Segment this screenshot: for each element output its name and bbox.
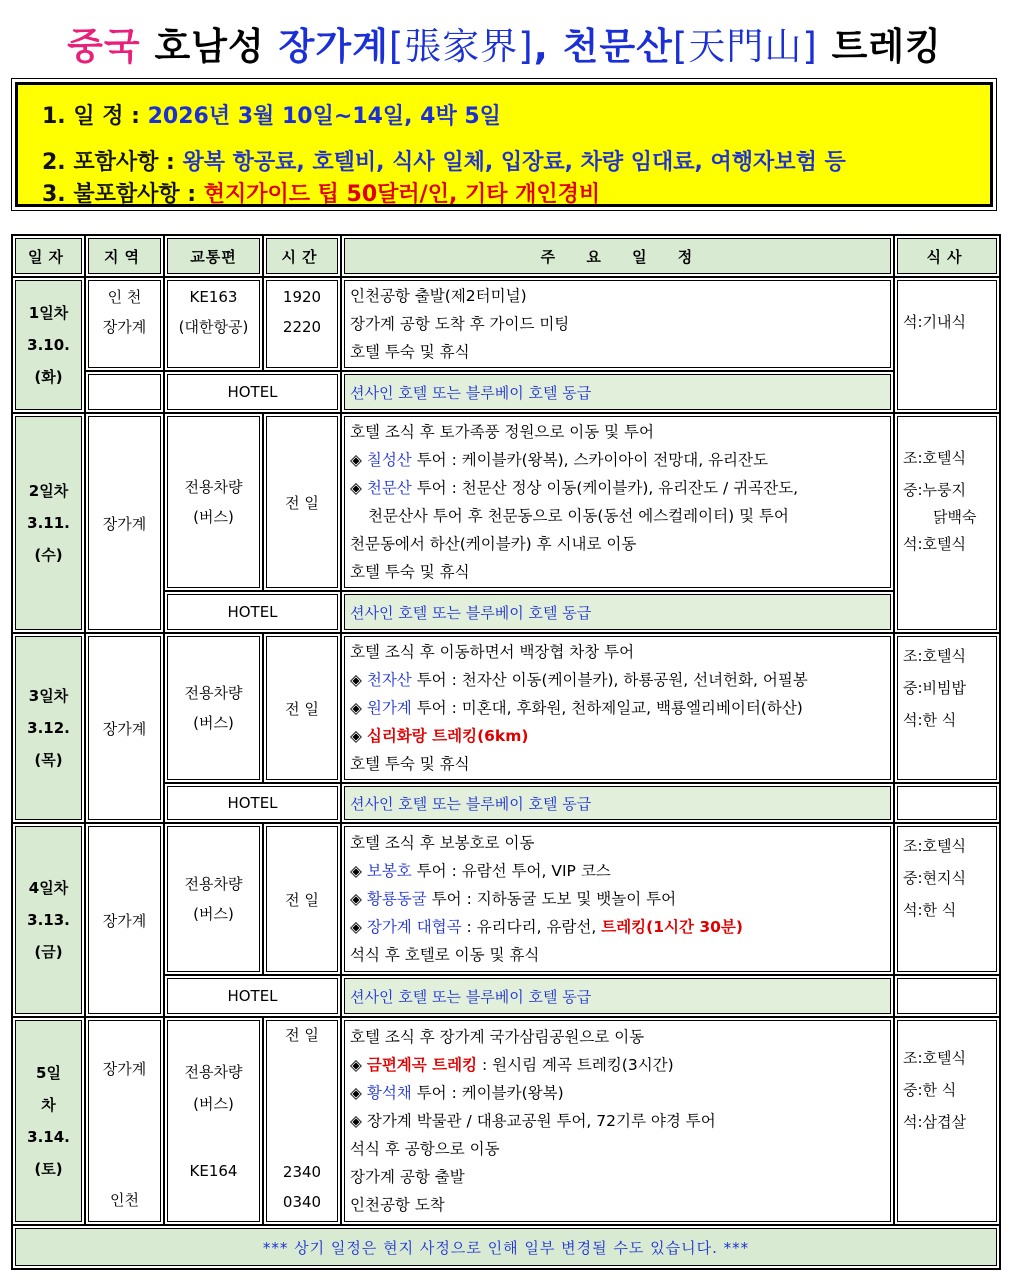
- day5-sched-6: 장가계 공항 출발: [350, 1168, 465, 1186]
- day4-sched-1: 호텔 조식 후 보봉호로 이동: [350, 834, 535, 852]
- day2-sched-2-highlight: 칠성산: [366, 451, 412, 469]
- footer-row: [12, 1225, 1000, 1269]
- day4-meal-blank: [894, 975, 1000, 1017]
- day4-sched-4: [350, 913, 885, 941]
- day1-row: [12, 277, 1000, 371]
- day2-sched-3-text: 투어 : 천문산 정상 이동(케이블카), 유리잔도 / 귀곡잔도,: [411, 479, 799, 497]
- day3-hotel-label: HOTEL: [164, 783, 341, 823]
- day5-sched-1: 호텔 조식 후 장가계 국가삼림공원으로 이동: [350, 1028, 645, 1046]
- day2-sched-2-text: 투어 : 케이블카(왕복), 스카이아이 전망대, 유리잔도: [411, 451, 768, 469]
- day4-region: 장가계: [85, 823, 164, 1017]
- day1-time: [263, 277, 341, 371]
- header-meal: 식사: [894, 235, 1000, 277]
- info-box: [11, 78, 997, 211]
- day3-bus: (버스): [193, 714, 234, 732]
- day5-transport: [164, 1017, 263, 1225]
- day1-region1: 인 천: [107, 288, 142, 306]
- day1-label: 1일차: [28, 304, 69, 322]
- day3-hotel-name: 션사인 호텔 또는 블루베이 호텔 동급: [341, 783, 894, 823]
- day5-sched-3-highlight: 황석채: [366, 1084, 412, 1102]
- day4-sched-3-text: 투어 : 지하동굴 도보 및 뱃놀이 투어: [426, 890, 677, 908]
- day1-sched-1: 인천공항 출발(제2터미널): [350, 287, 527, 305]
- day1-meal: [894, 277, 1000, 413]
- day3-time: 전 일: [263, 633, 341, 783]
- title-place2: 천문산: [562, 25, 673, 68]
- day4-meal: [894, 823, 1000, 975]
- day2-row: [12, 413, 1000, 591]
- bullet-icon: ◈: [350, 918, 367, 936]
- day1-hotel-row: [12, 371, 1000, 413]
- day3-sched-2-highlight: 천자산: [366, 671, 412, 689]
- header-time: 시간: [263, 235, 341, 277]
- day2-sched-5: 천문동에서 하산(케이블카) 후 시내로 이동: [350, 535, 637, 553]
- day4-transport: [164, 823, 263, 975]
- day3-meal: [894, 633, 1000, 783]
- bullet-icon: ◈: [350, 699, 367, 717]
- day3-meal-lunch: 중:비빔밥: [903, 679, 967, 697]
- day5-vehicle: 전용차량: [184, 1063, 243, 1081]
- day2-schedule: [341, 413, 894, 591]
- day4-sched-3-highlight: 황룡동굴: [366, 890, 427, 908]
- title-trekking: 트레킹: [831, 25, 942, 68]
- day1-flight: KE163: [189, 288, 238, 306]
- day3-vehicle: 전용차량: [184, 684, 243, 702]
- title-province: 호남성: [154, 25, 265, 68]
- day5-meal-lunch: 중:한 식: [903, 1081, 957, 1099]
- day4-time: 전 일: [263, 823, 341, 975]
- day1-date: 3.10.: [27, 336, 70, 354]
- header-schedule: 주 요 일 정: [341, 235, 894, 277]
- day1-time2: 2220: [282, 318, 322, 336]
- bullet-icon: ◈: [350, 727, 367, 745]
- day2-sched-1: 호텔 조식 후 토가족풍 정원으로 이동 및 투어: [350, 423, 655, 441]
- bullet-icon: ◈: [350, 671, 367, 689]
- day4-meal-lunch: 중:현지식: [903, 869, 967, 887]
- day2-label: 2일차: [28, 482, 69, 500]
- day1-sched-2: 장가계 공항 도착 후 가이드 미팅: [350, 315, 570, 333]
- day5-sched-3: [350, 1079, 885, 1107]
- day3-row: [12, 633, 1000, 783]
- day2-sched-3: [350, 474, 885, 502]
- day4-meal-breakfast: 조:호텔식: [903, 837, 967, 855]
- day5-time2: 2340: [282, 1163, 322, 1181]
- day3-sched-1: 호텔 조식 후 이동하면서 백장협 차창 투어: [350, 643, 635, 661]
- title-comma: ,: [533, 25, 549, 68]
- day4-sched-5: 석식 후 호텔로 이동 및 휴식: [350, 946, 540, 964]
- day3-sched-3: [350, 694, 885, 722]
- day5-date: 3.14.: [27, 1128, 70, 1146]
- day5-region2: 인천: [110, 1191, 139, 1209]
- day1-hotel-name: 션사인 호텔 또는 블루베이 호텔 동급: [341, 371, 894, 413]
- day3-sched-5: 호텔 투숙 및 휴식: [350, 755, 470, 773]
- day2-meal-lunch-2: 닭백숙: [933, 508, 977, 526]
- day5-label-2: 차: [41, 1096, 56, 1114]
- day5-sched-2: [350, 1051, 885, 1079]
- day4-sched-2-highlight: 보봉호: [366, 862, 412, 880]
- day4-hotel-name: 션사인 호텔 또는 블루베이 호텔 동급: [341, 975, 894, 1017]
- day2-date: 3.11.: [27, 514, 70, 532]
- title-place1: 장가계: [278, 25, 389, 68]
- bullet-icon: ◈: [350, 1056, 367, 1074]
- day2-hotel-label: HOTEL: [164, 591, 341, 633]
- day5-bus: (버스): [193, 1095, 234, 1113]
- day1-region2: 장가계: [102, 318, 147, 336]
- day2-weekday: (수): [34, 546, 63, 564]
- day2-meal-breakfast: 조:호텔식: [903, 449, 967, 467]
- info-excluded: [42, 177, 600, 208]
- day5-cell: [12, 1017, 85, 1225]
- info-excluded-label: 3. 불포함사항 :: [42, 182, 204, 207]
- day2-cell: [12, 413, 85, 633]
- day5-row: [12, 1017, 1000, 1225]
- day3-meal-dinner: 석:한 식: [903, 711, 957, 729]
- footer-notice: *** 상기 일정은 현지 사정으로 인해 일부 변경될 수도 있습니다. ***: [12, 1225, 1000, 1269]
- day2-meal: [894, 413, 1000, 633]
- day1-hotel-blank: [85, 371, 164, 413]
- info-schedule-label: 1. 일 정 :: [42, 104, 148, 129]
- day2-vehicle: 전용차량: [184, 478, 243, 496]
- bullet-icon: ◈: [350, 451, 367, 469]
- day3-sched-2: [350, 666, 885, 694]
- bullet-icon: ◈: [350, 862, 367, 880]
- day1-transport: [164, 277, 263, 371]
- day2-sched-6: 호텔 투숙 및 휴식: [350, 563, 470, 581]
- day2-bus: (버스): [193, 508, 234, 526]
- info-included: [42, 145, 846, 176]
- day2-region: 장가계: [85, 413, 164, 633]
- day2-sched-4: 천문산사 투어 후 천문동으로 이동(동선 에스컬레이터) 및 투어: [368, 507, 789, 525]
- day3-weekday: (목): [34, 751, 63, 769]
- day1-sched-3: 호텔 투숙 및 휴식: [350, 343, 470, 361]
- day3-region: 장가계: [85, 633, 164, 823]
- day4-schedule: [341, 823, 894, 975]
- day5-meal-dinner: 석:삼겹살: [903, 1113, 967, 1131]
- day4-sched-2: [350, 857, 885, 885]
- day5-meal-breakfast: 조:호텔식: [903, 1049, 967, 1067]
- header-region: 지역: [85, 235, 164, 277]
- day1-weekday: (화): [34, 368, 63, 386]
- day5-flight: KE164: [189, 1162, 238, 1180]
- day3-sched-4-highlight: 십리화랑 트레킹(6km): [366, 727, 529, 745]
- day3-transport: [164, 633, 263, 783]
- day4-hotel-label: HOTEL: [164, 975, 341, 1017]
- header-day: 일자: [12, 235, 85, 277]
- day5-sched-4: ◈ 장가계 박물관 / 대용교공원 투어, 72기루 야경 투어: [350, 1112, 716, 1130]
- day2-hotel-name: 션사인 호텔 또는 블루베이 호텔 동급: [341, 591, 894, 633]
- info-schedule: [42, 99, 501, 130]
- day4-sched-4-highlight: 장가계 대협곡: [366, 918, 462, 936]
- day3-schedule: [341, 633, 894, 783]
- bullet-icon: ◈: [350, 1084, 367, 1102]
- day5-schedule: [341, 1017, 894, 1225]
- day5-region1: 장가계: [102, 1060, 147, 1078]
- day4-label: 4일차: [28, 879, 69, 897]
- day3-sched-3-highlight: 원가계: [366, 699, 412, 717]
- day2-transport: [164, 413, 263, 591]
- day5-region: [85, 1017, 164, 1225]
- day1-schedule: [341, 277, 894, 371]
- day4-vehicle: 전용차량: [184, 875, 243, 893]
- day3-sched-3-text: 투어 : 미혼대, 후화원, 천하제일교, 백룡엘리베이터(하산): [411, 699, 803, 717]
- day1-region: [85, 277, 164, 371]
- day2-meal-dinner: 석:호텔식: [903, 535, 967, 553]
- day5-time: [263, 1017, 341, 1225]
- day4-sched-4-trekking: 트레킹(1시간 30분): [601, 918, 743, 936]
- day4-cell: [12, 823, 85, 1017]
- day4-row: [12, 823, 1000, 975]
- day2-meal-lunch: 중:누룽지: [903, 481, 967, 499]
- day4-weekday: (금): [34, 943, 63, 961]
- day5-sched-5: 석식 후 공항으로 이동: [350, 1140, 500, 1158]
- title-country: 중국: [67, 25, 141, 68]
- bullet-icon: ◈: [350, 479, 367, 497]
- day5-weekday: (토): [34, 1160, 63, 1178]
- day5-sched-2-text: : 원시림 계곡 트레킹(3시간): [477, 1056, 674, 1074]
- day2-sched-2: [350, 446, 885, 474]
- day4-sched-4-text: : 유리다리, 유람선,: [461, 918, 602, 936]
- info-included-label: 2. 포함사항 :: [42, 150, 183, 175]
- day4-bus: (버스): [193, 905, 234, 923]
- info-included-value: 왕복 항공료, 호텔비, 식사 일체, 입장료, 차량 임대료, 여행자보험 등: [182, 150, 846, 175]
- day1-hotel-label: HOTEL: [164, 371, 341, 413]
- header-transport: 교통편: [164, 235, 263, 277]
- schedule-table: [11, 234, 1001, 1270]
- day1-airline: (대한항공): [178, 318, 249, 336]
- day3-sched-4: [350, 722, 885, 750]
- info-excluded-value: 현지가이드 팁 50달러/인, 기타 개인경비: [203, 182, 601, 207]
- day4-sched-3: [350, 885, 885, 913]
- day3-label: 3일차: [28, 687, 69, 705]
- day5-sched-2-highlight: 금편계곡 트레킹: [366, 1056, 478, 1074]
- title-place2-hanja: [天門山]: [672, 25, 818, 68]
- info-schedule-value: 2026년 3월 10일~14일, 4박 5일: [147, 104, 501, 129]
- day5-time3: 0340: [282, 1193, 322, 1211]
- title-place1-hanja: [張家界]: [388, 25, 534, 68]
- day1-meal-dinner: 석:기내식: [903, 313, 967, 331]
- day3-sched-2-text: 투어 : 천자산 이동(케이블카), 하룡공원, 선녀헌화, 어필봉: [411, 671, 808, 689]
- day5-meal: [894, 1017, 1000, 1225]
- page-title: [0, 16, 1009, 70]
- day3-meal-breakfast: 조:호텔식: [903, 647, 967, 665]
- day3-cell: [12, 633, 85, 823]
- day2-time: 전 일: [263, 413, 341, 591]
- day5-time1: 전 일: [285, 1026, 319, 1044]
- day5-label: 5일: [36, 1064, 61, 1082]
- day1-cell: [12, 277, 85, 413]
- day5-sched-3-text: 투어 : 케이블카(왕복): [411, 1084, 564, 1102]
- day4-meal-dinner: 석:한 식: [903, 901, 957, 919]
- day3-date: 3.12.: [27, 719, 70, 737]
- day2-sched-3-highlight: 천문산: [366, 479, 412, 497]
- bullet-icon: ◈: [350, 890, 367, 908]
- day1-time1: 1920: [282, 288, 322, 306]
- day5-sched-7: 인천공항 도착: [350, 1196, 445, 1214]
- day4-sched-2-text: 투어 : 유람선 투어, VIP 코스: [411, 862, 611, 880]
- day4-date: 3.13.: [27, 911, 70, 929]
- day3-meal-blank: [894, 783, 1000, 823]
- header-row: [12, 235, 1000, 277]
